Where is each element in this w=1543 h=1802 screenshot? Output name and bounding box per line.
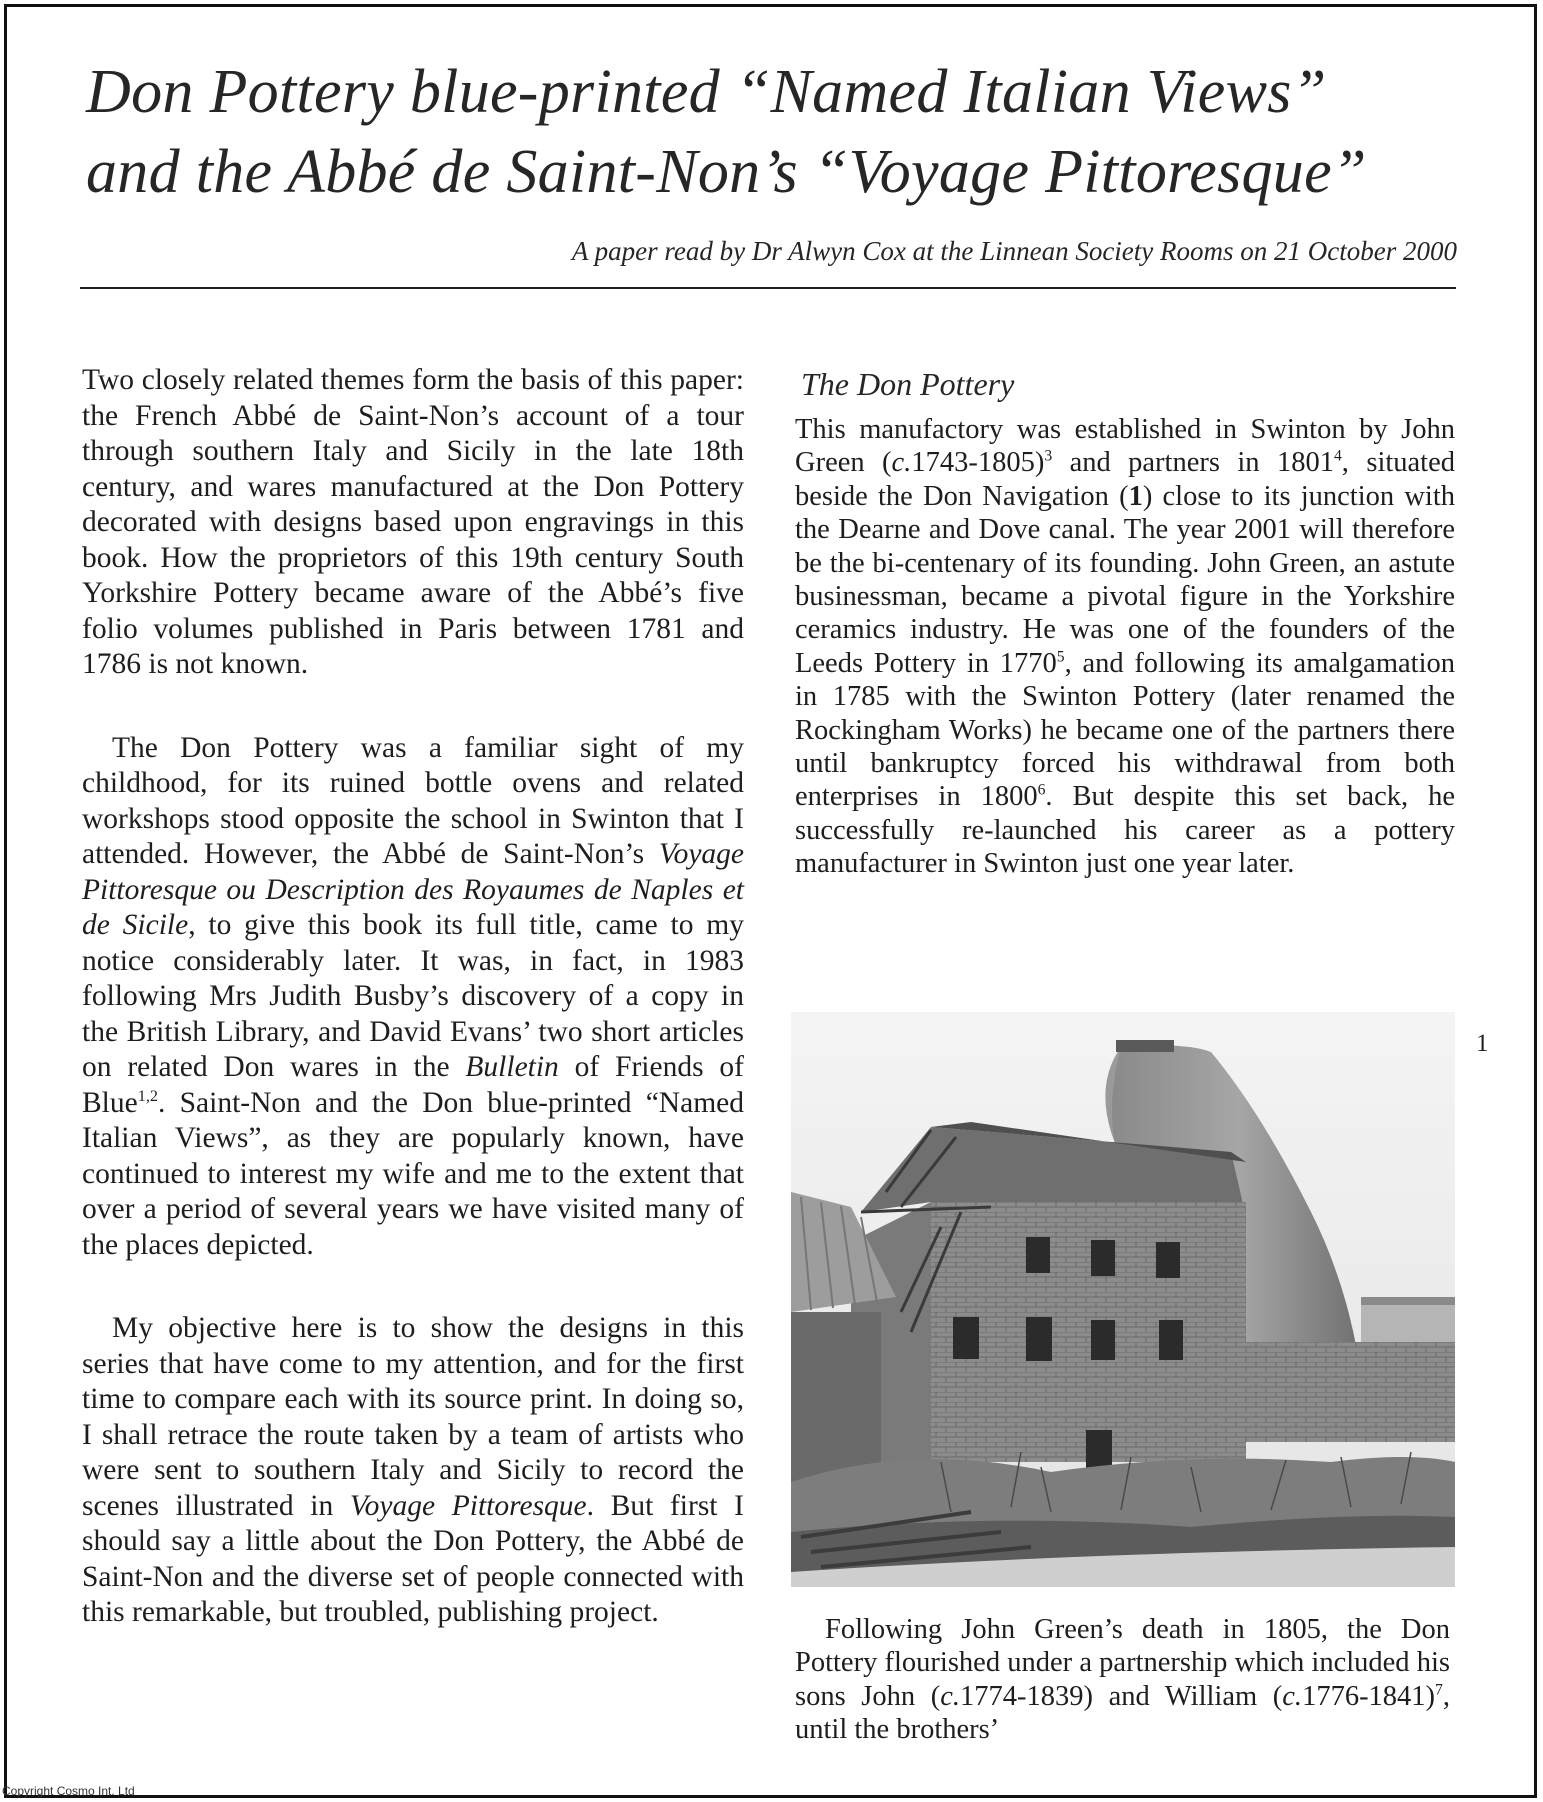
green-brothers-paragraph: Following John Green’s death in 1805, the Don Pottery flourished under a partnership which included his sons John (c.1774-1839) and William $(c.1776-1841)^7$, until the brothers’ xyxy=(795,1614,1450,1746)
title-line-2: and the Abbé de Saint-Non’s “Voyage Pittoresque” xyxy=(86,138,1367,206)
right-column xyxy=(795,363,1455,881)
objective-paragraph: My objective here is to show the designs in this series that have come to my attention, and for the first time to compare each with its source print. In doing so, I shall retrace the route taken by a team of artists who were sent to southern Italy and Sicily to record the scenes illustrated in Voyage Pittoresque. But first I should say a little about the Don Pottery, the Abbé de Saint-Non and the diverse set of people connected with this remarkable, but troubled, publishing project. xyxy=(82,1312,744,1628)
don-pottery-paragraph: This manufactory was established in Swinton by John Green $(c.1743-1805)^3$ and partners in 1801$^4$, situated beside the Don Navigation (1) close to its junction with the Dearne and Dove canal. The year 2001 will therefore be the bi-centenary of its founding. John Green, an astute businessman, became a pivotal figure in the Yorkshire ceramics industry. He was one of the founders of the Leeds Pottery in 1770$^5$, and following its amalgamation in 1785 with the Swinton Pottery (later renamed the Rockingham Works) he became one of the partners there until bankruptcy forced his withdrawal from both enterprises in 1800$^6$. But despite this set back, he successfully re-launched his career as a pottery manufacturer in Swinton just one year later. xyxy=(795,414,1455,880)
byline: A paper read by Dr Alwyn Cox at the Linnean Society Rooms on 21 October 2000 xyxy=(571,236,1457,266)
footnote-ref: 5 xyxy=(1056,648,1065,666)
left-column xyxy=(82,363,744,1631)
copyright-notice: Copyright Cosmo Int. Ltd xyxy=(2,1784,135,1798)
footnote-ref: 1,2 xyxy=(137,1086,158,1105)
book-title: Voyage Pittoresque ou Description des Royaumes de Naples et de Sicile xyxy=(82,838,744,941)
intro-paragraph: Two closely related themes form the basis of this paper: the French Abbé de Saint-Non’s account of a tour through southern Italy and Sicily in the late 18th century, and wares manufactured at the Don Pottery decorated with designs based upon engravings in this book. How the proprietors of this 19th century South Yorkshire Pottery became aware of the Abbé’s five folio volumes published in Paris between 1781 and 1786 is not known. xyxy=(82,364,744,680)
title-rule xyxy=(80,287,1456,289)
footnote-ref: 7 xyxy=(1435,1681,1443,1699)
footnote-ref: 4 xyxy=(1333,447,1342,465)
title-line-1: Don Pottery blue-printed “Named Italian Views” xyxy=(86,58,1327,126)
footnote-ref: 3 xyxy=(1044,447,1053,465)
photo-illustration xyxy=(791,1012,1455,1587)
section-heading: The Don Pottery xyxy=(801,366,1015,402)
footnote-ref: 6 xyxy=(1037,781,1046,799)
figure-reference: 1 xyxy=(1128,480,1143,512)
book-title-short: Voyage Pittoresque xyxy=(349,1489,587,1522)
article-title xyxy=(86,52,1386,212)
childhood-paragraph: The Don Pottery was a familiar sight of my childhood, for its ruined bottle ovens and related workshops stood opposite the school in Swinton that I attended. However, the Abbé de Saint-Non’s Voyage Pittoresque ou Description des Royaumes de Naples et de Sicile, to give this book its full title, came to my notice considerably later. It was, in fact, in 1983 following Mrs Judith Busby’s discovery of a copy in the British Library, and David Evans’ two short articles on related Don wares in the Bulletin of Friends of Blue$^{1,2}$. Saint-Non and the Don blue-printed “Named Italian Views”, as they are popularly known, have continued to interest my wife and me to the extent that over a period of several years we have visited many of the places depicted. xyxy=(82,731,744,1261)
figure-number: 1 xyxy=(1476,1030,1489,1057)
don-pottery-ruins-photo xyxy=(791,1012,1455,1587)
bulletin-title: Bulletin xyxy=(465,1051,559,1083)
